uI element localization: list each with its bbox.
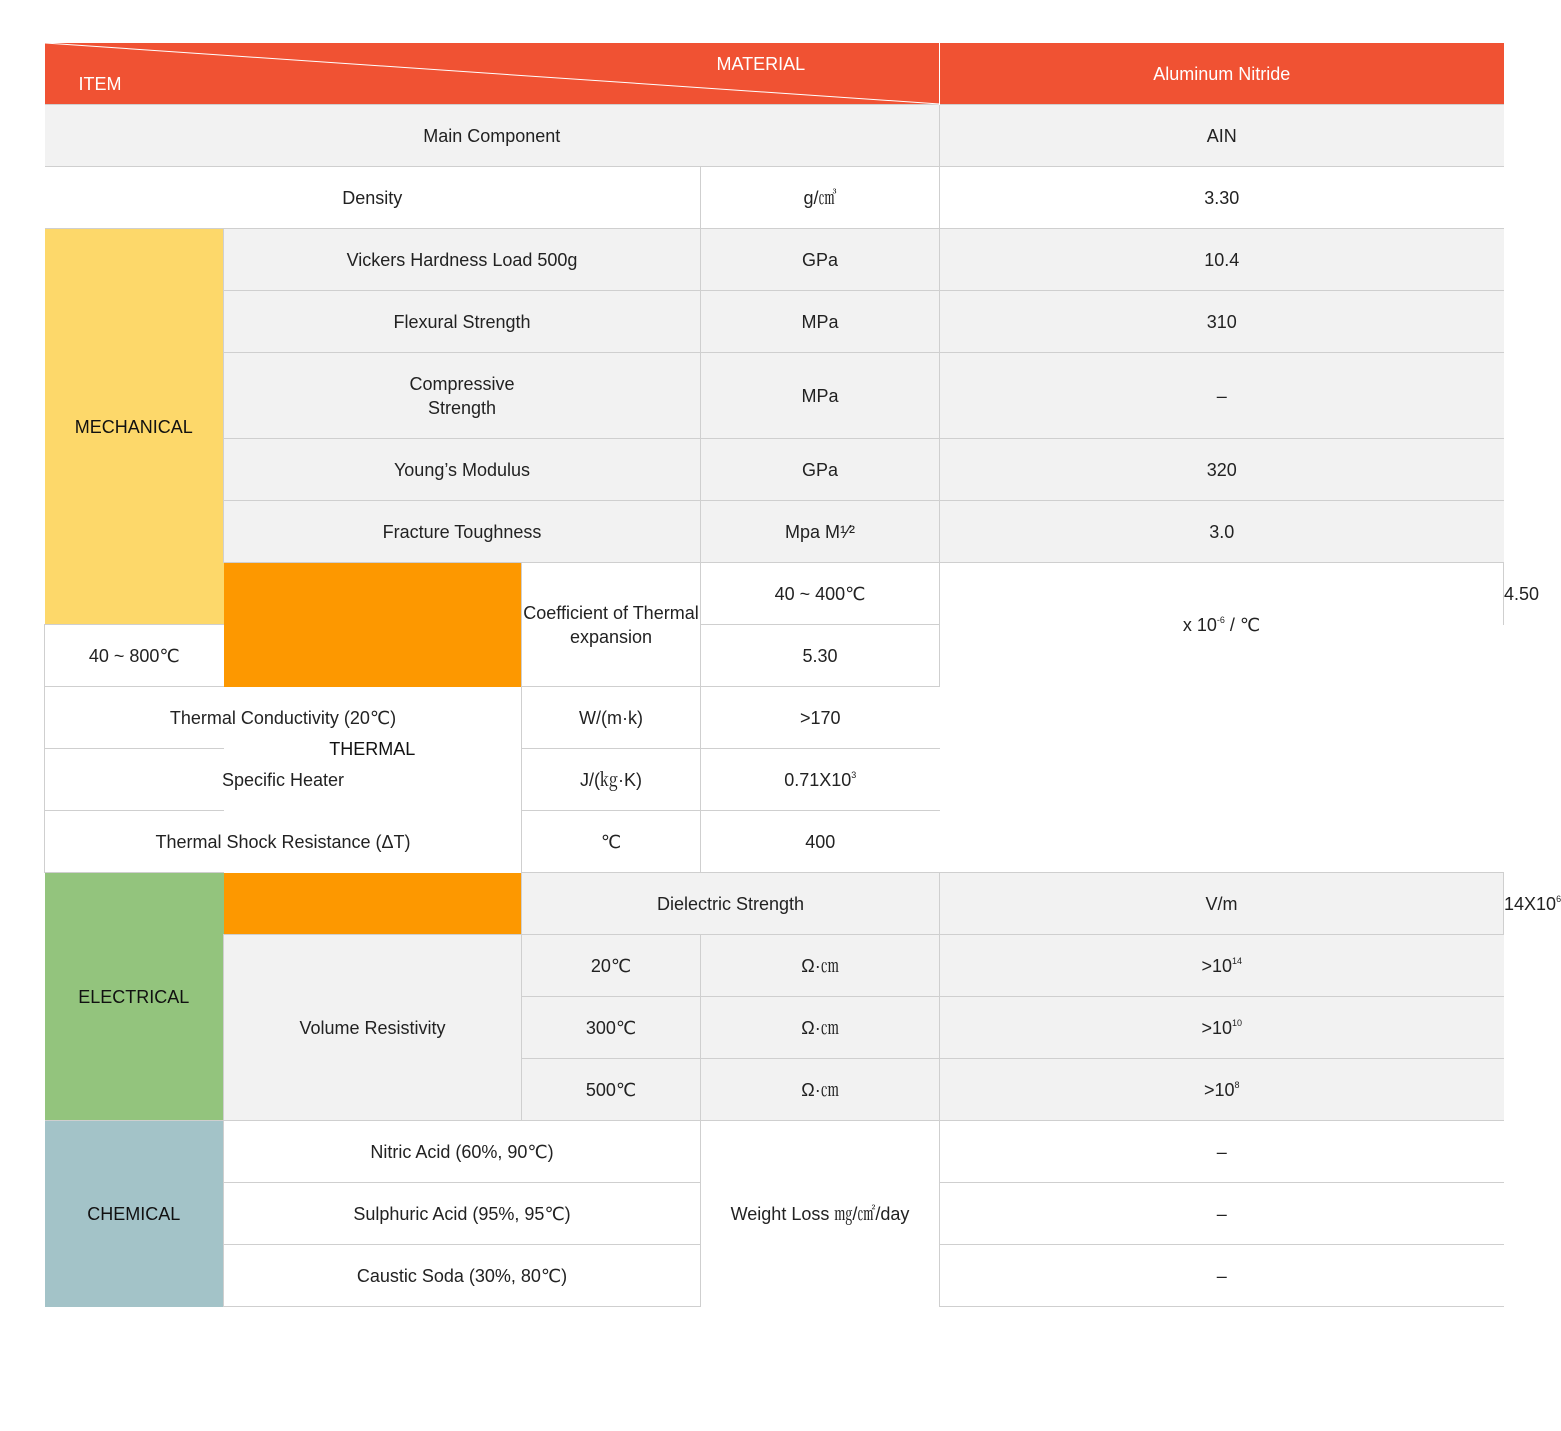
resistivity-temp-1: 20℃ (522, 935, 701, 997)
resistivity-value-2-base: >10 (1201, 1017, 1233, 1038)
resistivity-unit-3: Ω·㎝ (701, 1059, 940, 1121)
main-component-label: Main Component (45, 105, 940, 167)
conductivity-value: >170 (701, 687, 940, 749)
vickers-unit: GPa (701, 229, 940, 291)
compressive-value: – (940, 353, 1504, 439)
conductivity-unit: W/(m·k) (522, 687, 701, 749)
cte-value-2: 5.30 (701, 625, 940, 687)
category-thermal: THERMAL (224, 563, 522, 935)
table-row (45, 811, 1504, 873)
fracture-unit: Mpa M¹⁄² (701, 501, 940, 563)
density-unit: g/㎤ (701, 167, 940, 229)
caustic-label: Caustic Soda (30%, 80℃) (224, 1245, 701, 1307)
table-row (45, 687, 1504, 749)
material-header-label: MATERIAL (716, 54, 806, 74)
dielectric-label: Dielectric Strength (522, 873, 940, 935)
table-row (45, 501, 1504, 563)
table-row (45, 353, 1504, 439)
dielectric-value-base: 14X10 (1504, 893, 1557, 914)
resistivity-value-1-base: >10 (1201, 955, 1233, 976)
vickers-label: Vickers Hardness Load 500g (224, 229, 701, 291)
conductivity-label: Thermal Conductivity (20℃) (45, 687, 522, 749)
material-name-header: Aluminum Nitride (940, 43, 1504, 105)
youngs-value: 320 (940, 439, 1504, 501)
specific-heat-value-exponent: 3 (851, 769, 857, 780)
nitric-label: Nitric Acid (60%, 90℃) (224, 1121, 701, 1183)
resistivity-temp-3: 500℃ (522, 1059, 701, 1121)
shock-value: 400 (701, 811, 940, 873)
cte-range-2: 40 ~ 800℃ (45, 625, 224, 687)
density-label: Density (45, 167, 701, 229)
caustic-value: – (940, 1245, 1504, 1307)
specific-heat-unit: J/(㎏·K) (522, 749, 701, 811)
specific-heat-value-base: 0.71X10 (784, 769, 852, 790)
dielectric-unit: V/m (940, 873, 1504, 935)
shock-unit: ℃ (522, 811, 701, 873)
fracture-label: Fracture Toughness (224, 501, 701, 563)
category-electrical: ELECTRICAL (45, 873, 224, 1121)
table-row (45, 1121, 1504, 1183)
resistivity-unit-1: Ω·㎝ (701, 935, 940, 997)
table-row (45, 229, 1504, 291)
sulphuric-value: – (940, 1183, 1504, 1245)
sulphuric-label: Sulphuric Acid (95%, 95℃) (224, 1183, 701, 1245)
dielectric-value-exponent: 6 (1556, 893, 1561, 904)
table-row (45, 749, 1504, 811)
resistivity-value-1 (940, 935, 1504, 997)
vickers-value: 10.4 (940, 229, 1504, 291)
shock-label: Thermal Shock Resistance (ΔT) (45, 811, 522, 873)
item-header-label: ITEM (78, 74, 122, 94)
table-header-row (45, 43, 1504, 105)
resistivity-value-1-exponent: 14 (1232, 955, 1243, 966)
main-component-value: AIN (940, 105, 1504, 167)
youngs-unit: GPa (701, 439, 940, 501)
item-material-header-cell (45, 43, 940, 105)
table-row: THERMAL Coefficient of Thermal expansion 40 ~ 400℃ x $10^{-6}$ / ℃ 4.50 (45, 563, 1504, 625)
cte-label: Coefficient of Thermal expansion (522, 563, 701, 687)
cte-range-1: 40 ~ 400℃ (701, 563, 940, 625)
cte-unit-exponent: -6 (1216, 614, 1225, 625)
resistivity-label: Volume Resistivity (224, 935, 522, 1121)
fracture-value: 3.0 (940, 501, 1504, 563)
resistivity-value-3-exponent: 8 (1234, 1079, 1240, 1090)
cte-unit-suffix: / ℃ (1224, 614, 1261, 635)
resistivity-temp-2: 300℃ (522, 997, 701, 1059)
category-chemical: CHEMICAL (45, 1121, 224, 1307)
table-row (45, 935, 1504, 997)
material-spec-table (44, 43, 1561, 1307)
table-row (45, 291, 1504, 353)
table-row (45, 167, 1504, 229)
youngs-label: Young’s Modulus (224, 439, 701, 501)
chemical-unit: Weight Loss ㎎/㎠/day (701, 1121, 940, 1307)
flexural-label: Flexural Strength (224, 291, 701, 353)
resistivity-value-3 (940, 1059, 1504, 1121)
resistivity-unit-2: Ω·㎝ (701, 997, 940, 1059)
table-row (45, 439, 1504, 501)
resistivity-value-2 (940, 997, 1504, 1059)
cte-unit-base: x 10 (1182, 614, 1217, 635)
table-row (45, 105, 1504, 167)
density-value: 3.30 (940, 167, 1504, 229)
flexural-unit: MPa (701, 291, 940, 353)
specific-heat-value (701, 749, 940, 811)
nitric-value: – (940, 1121, 1504, 1183)
compressive-label-line2: Strength (427, 397, 497, 418)
flexural-value: 310 (940, 291, 1504, 353)
specific-heat-label: Specific Heater (45, 749, 522, 811)
resistivity-value-2-exponent: 10 (1232, 1017, 1243, 1028)
resistivity-value-3-base: >10 (1203, 1079, 1235, 1100)
compressive-unit: MPa (701, 353, 940, 439)
cte-unit (940, 563, 1504, 687)
category-mechanical: MECHANICAL (45, 229, 224, 625)
compressive-label-line1: Compressive (409, 373, 515, 394)
compressive-label (224, 353, 701, 439)
